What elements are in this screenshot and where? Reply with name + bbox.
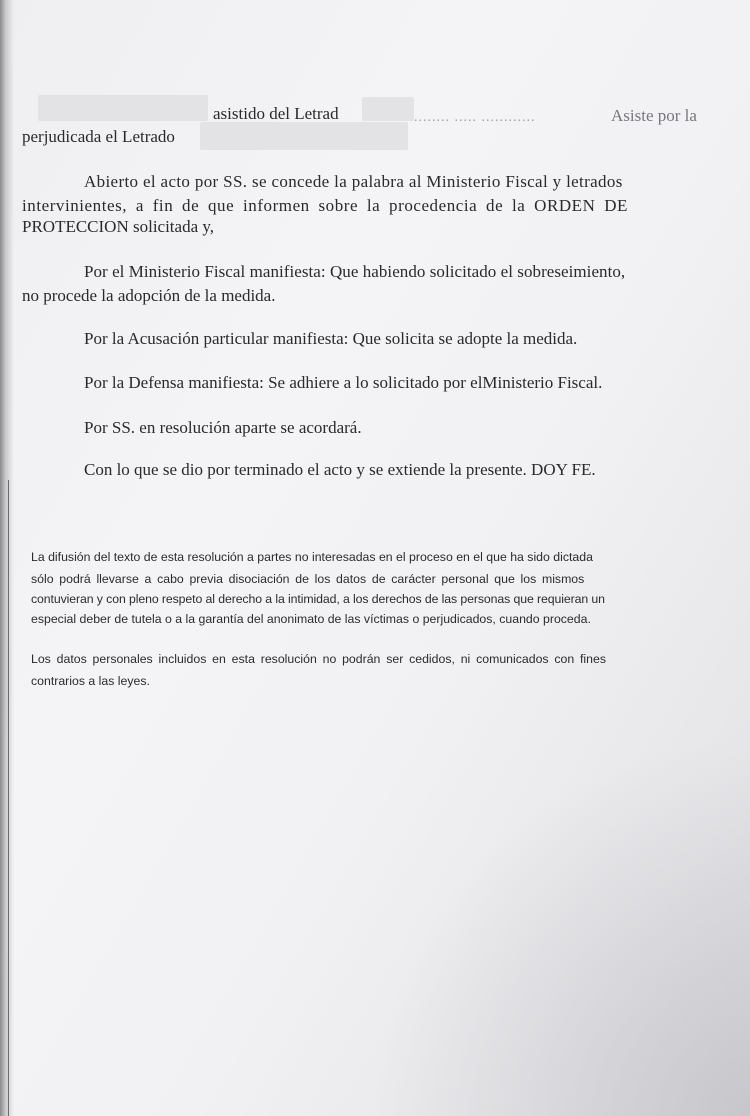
redacted-name-1	[38, 95, 208, 121]
paragraph-6: Con lo que se dio por terminado el acto y se extiende la presente. DOY FE.	[84, 460, 596, 479]
notice-1-line-4: especial deber de tutela o a la garantía del anonimato de las víctimas o perjudicados, cuando proceda.	[31, 612, 591, 626]
notice-1-line-1: La difusión del texto de esta resolución a partes no interesadas en el proceso en el que ha sido dictada	[31, 550, 593, 564]
notice-2-line-2: contrarios a las leyes.	[31, 674, 150, 688]
header-line2-text: perjudicada el Letrado	[22, 127, 175, 146]
paragraph-3: Por la Acusación particular manifiesta: Que solicita se adopte la medida.	[84, 329, 578, 348]
redacted-name-3	[200, 122, 408, 150]
paragraph-1-line-3: PROTECCION solicitada y,	[22, 217, 215, 236]
paragraph-1-line-2: intervinientes, a fin de que informen sobre la procedencia de la ORDEN DE	[22, 196, 628, 215]
notice-1-line-3: contuvieran y con pleno respeto al derecho a la intimidad, a los derechos de las personas que requieran un	[31, 592, 605, 606]
header-line1-right: Asiste por la	[611, 106, 697, 125]
paragraph-1-line-1: Abierto el acto por SS. se concede la palabra al Ministerio Fiscal y letrados	[84, 172, 623, 191]
page-edge-line	[8, 480, 9, 1116]
paragraph-5: Por SS. en resolución aparte se acordará.	[84, 418, 362, 437]
notice-2-line-1: Los datos personales incluidos en esta resolución no podrán ser cedidos, ni comunicados con fines	[31, 652, 606, 666]
photo-shadow	[370, 736, 750, 1116]
notice-1-line-2: sólo podrá llevarse a cabo previa disociación de los datos de carácter personal que los mismos	[31, 572, 585, 586]
header-line1-text: asistido del Letrad	[213, 104, 339, 123]
paragraph-2-line-2: no procede la adopción de la medida.	[22, 286, 276, 305]
paragraph-2-line-1: Por el Ministerio Fiscal manifiesta: Que habiendo solicitado el sobreseimiento,	[84, 262, 626, 281]
paragraph-4: Por la Defensa manifiesta: Se adhiere a lo solicitado por elMinisterio Fiscal.	[84, 373, 603, 392]
redacted-name-2	[362, 97, 414, 121]
page-edge-shadow	[0, 0, 14, 1116]
header-line1-dots: ........ ..... ............	[414, 110, 536, 125]
